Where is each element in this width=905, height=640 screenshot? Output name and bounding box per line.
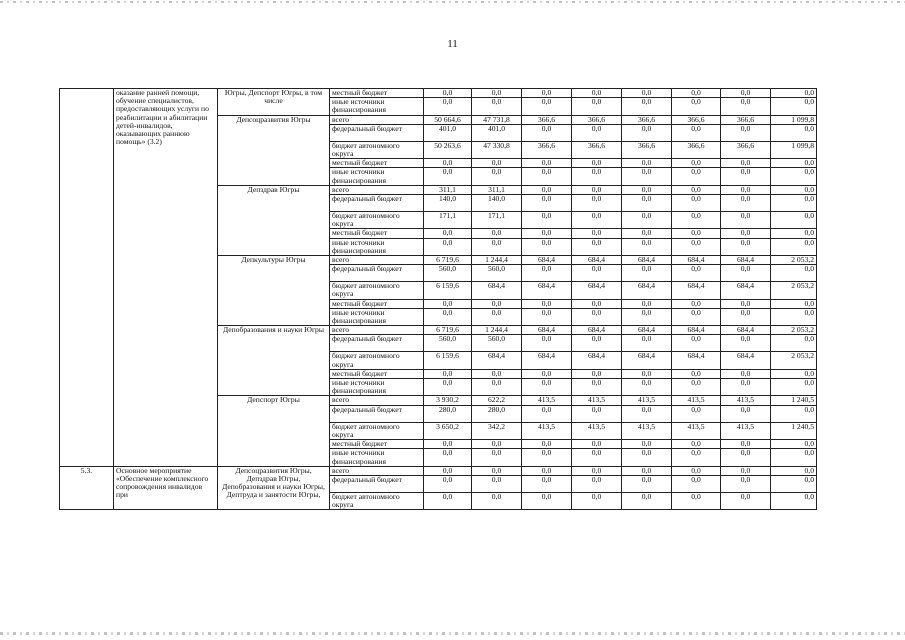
- amount-cell: 0,0: [572, 308, 622, 325]
- amount-cell: 0,0: [622, 492, 672, 509]
- amount-cell: 684,4: [472, 352, 522, 369]
- amount-cell: 0,0: [622, 449, 672, 466]
- amount-cell: 1 244,4: [472, 326, 522, 335]
- amount-cell: 0,0: [721, 466, 771, 475]
- scan-edge-top: [0, 1, 905, 3]
- amount-cell: 0,0: [622, 212, 672, 229]
- funding-source-cell: иные источники финансирования: [330, 449, 424, 466]
- amount-cell: 0,0: [771, 98, 817, 115]
- amount-cell: 413,5: [721, 396, 771, 405]
- amount-cell: 0,0: [771, 185, 817, 194]
- amount-cell: 684,4: [721, 282, 771, 299]
- amount-cell: 50 664,6: [424, 115, 472, 124]
- amount-cell: 0,0: [721, 98, 771, 115]
- amount-cell: 0,0: [522, 405, 572, 422]
- amount-cell: 0,0: [424, 238, 472, 255]
- agency-cell: Депкультуры Югры: [218, 256, 330, 326]
- agency-cell: Депобразования и науки Югры: [218, 326, 330, 396]
- amount-cell: 0,0: [721, 185, 771, 194]
- amount-cell: 0,0: [472, 440, 522, 449]
- funding-source-cell: всего: [330, 466, 424, 475]
- amount-cell: 1 099,8: [771, 115, 817, 124]
- event-name-cell: оказание ранней помощи, обучение специалистов, предоставляющих услуги по реабилитации и абилитации детей-инвалидов, оказывающих раннюю помощь» (3.2): [114, 89, 218, 467]
- amount-cell: 0,0: [672, 229, 721, 238]
- amount-cell: 0,0: [572, 124, 622, 141]
- amount-cell: 140,0: [472, 195, 522, 212]
- amount-cell: 0,0: [672, 369, 721, 378]
- amount-cell: 0,0: [522, 335, 572, 352]
- amount-cell: 0,0: [771, 212, 817, 229]
- amount-cell: 0,0: [424, 299, 472, 308]
- amount-cell: 0,0: [771, 440, 817, 449]
- amount-cell: 0,0: [771, 89, 817, 98]
- amount-cell: 0,0: [771, 475, 817, 492]
- amount-cell: 684,4: [721, 326, 771, 335]
- amount-cell: 0,0: [771, 405, 817, 422]
- amount-cell: 684,4: [622, 326, 672, 335]
- amount-cell: 0,0: [771, 195, 817, 212]
- amount-cell: 0,0: [672, 238, 721, 255]
- amount-cell: 0,0: [472, 168, 522, 185]
- amount-cell: 0,0: [572, 98, 622, 115]
- amount-cell: 47 731,8: [472, 115, 522, 124]
- amount-cell: 0,0: [522, 238, 572, 255]
- amount-cell: 0,0: [572, 159, 622, 168]
- amount-cell: 0,0: [721, 440, 771, 449]
- row-number-cell: 5.3.: [60, 466, 114, 510]
- amount-cell: 413,5: [572, 396, 622, 405]
- amount-cell: 0,0: [622, 466, 672, 475]
- amount-cell: 0,0: [622, 379, 672, 396]
- amount-cell: 0,0: [522, 89, 572, 98]
- amount-cell: 0,0: [572, 229, 622, 238]
- amount-cell: 0,0: [472, 299, 522, 308]
- amount-cell: 0,0: [572, 195, 622, 212]
- amount-cell: 366,6: [522, 115, 572, 124]
- amount-cell: 0,0: [622, 335, 672, 352]
- amount-cell: 0,0: [522, 449, 572, 466]
- amount-cell: 366,6: [572, 115, 622, 124]
- amount-cell: 0,0: [572, 185, 622, 194]
- amount-cell: 0,0: [672, 492, 721, 509]
- funding-source-cell: местный бюджет: [330, 89, 424, 98]
- amount-cell: 413,5: [522, 396, 572, 405]
- amount-cell: 0,0: [424, 466, 472, 475]
- amount-cell: 0,0: [572, 492, 622, 509]
- amount-cell: 0,0: [672, 379, 721, 396]
- amount-cell: 0,0: [622, 265, 672, 282]
- funding-source-cell: всего: [330, 326, 424, 335]
- amount-cell: 0,0: [424, 369, 472, 378]
- amount-cell: 6 159,6: [424, 352, 472, 369]
- amount-cell: 684,4: [572, 326, 622, 335]
- amount-cell: 1 244,4: [472, 256, 522, 265]
- amount-cell: 0,0: [424, 308, 472, 325]
- amount-cell: 0,0: [771, 492, 817, 509]
- funding-source-cell: бюджет автономного округа: [330, 282, 424, 299]
- amount-cell: 0,0: [522, 475, 572, 492]
- amount-cell: 0,0: [622, 124, 672, 141]
- page-number: 11: [447, 38, 458, 50]
- amount-cell: 1 099,8: [771, 141, 817, 158]
- amount-cell: 0,0: [522, 195, 572, 212]
- amount-cell: 0,0: [672, 265, 721, 282]
- amount-cell: 0,0: [721, 229, 771, 238]
- amount-cell: 622,2: [472, 396, 522, 405]
- amount-cell: 684,4: [721, 352, 771, 369]
- amount-cell: 0,0: [721, 405, 771, 422]
- amount-cell: 684,4: [572, 282, 622, 299]
- amount-cell: 0,0: [672, 308, 721, 325]
- amount-cell: 684,4: [672, 326, 721, 335]
- amount-cell: 0,0: [572, 405, 622, 422]
- amount-cell: 413,5: [622, 422, 672, 439]
- amount-cell: 0,0: [424, 98, 472, 115]
- agency-cell: Депспорт Югры: [218, 396, 330, 466]
- amount-cell: 0,0: [672, 440, 721, 449]
- amount-cell: 684,4: [472, 282, 522, 299]
- amount-cell: 0,0: [622, 405, 672, 422]
- funding-source-cell: федеральный бюджет: [330, 335, 424, 352]
- amount-cell: 0,0: [572, 379, 622, 396]
- amount-cell: 6 719,6: [424, 326, 472, 335]
- funding-source-cell: местный бюджет: [330, 440, 424, 449]
- amount-cell: 0,0: [522, 492, 572, 509]
- amount-cell: 0,0: [572, 238, 622, 255]
- amount-cell: 684,4: [522, 326, 572, 335]
- amount-cell: 401,0: [424, 124, 472, 141]
- amount-cell: 0,0: [424, 89, 472, 98]
- amount-cell: 342,2: [472, 422, 522, 439]
- amount-cell: 0,0: [672, 124, 721, 141]
- amount-cell: 0,0: [721, 212, 771, 229]
- row-number-cell: [60, 89, 114, 467]
- amount-cell: 0,0: [622, 369, 672, 378]
- funding-source-cell: федеральный бюджет: [330, 124, 424, 141]
- amount-cell: 0,0: [771, 168, 817, 185]
- event-name-cell: Основное мероприятие «Обеспечение комплексного сопровождения инвалидов при: [114, 466, 218, 510]
- amount-cell: 0,0: [522, 265, 572, 282]
- amount-cell: 413,5: [672, 396, 721, 405]
- amount-cell: 0,0: [424, 440, 472, 449]
- amount-cell: 684,4: [672, 282, 721, 299]
- amount-cell: 280,0: [472, 405, 522, 422]
- amount-cell: 2 053,2: [771, 326, 817, 335]
- amount-cell: 0,0: [721, 492, 771, 509]
- amount-cell: 0,0: [522, 212, 572, 229]
- amount-cell: 0,0: [721, 124, 771, 141]
- amount-cell: 0,0: [672, 475, 721, 492]
- amount-cell: 0,0: [672, 89, 721, 98]
- amount-cell: 2 053,2: [771, 282, 817, 299]
- amount-cell: 0,0: [622, 308, 672, 325]
- amount-cell: 0,0: [771, 335, 817, 352]
- amount-cell: 0,0: [721, 335, 771, 352]
- amount-cell: 0,0: [721, 89, 771, 98]
- amount-cell: 0,0: [522, 168, 572, 185]
- amount-cell: 311,1: [424, 185, 472, 194]
- amount-cell: 2 053,2: [771, 352, 817, 369]
- amount-cell: 560,0: [472, 265, 522, 282]
- amount-cell: 366,6: [721, 115, 771, 124]
- amount-cell: 0,0: [522, 440, 572, 449]
- amount-cell: 0,0: [721, 168, 771, 185]
- amount-cell: 684,4: [622, 352, 672, 369]
- amount-cell: 140,0: [424, 195, 472, 212]
- amount-cell: 0,0: [572, 168, 622, 185]
- amount-cell: 0,0: [622, 168, 672, 185]
- amount-cell: 413,5: [672, 422, 721, 439]
- amount-cell: 0,0: [622, 440, 672, 449]
- amount-cell: 0,0: [672, 195, 721, 212]
- funding-source-cell: федеральный бюджет: [330, 475, 424, 492]
- amount-cell: 0,0: [672, 185, 721, 194]
- amount-cell: 0,0: [522, 379, 572, 396]
- amount-cell: 0,0: [522, 229, 572, 238]
- amount-cell: 171,1: [472, 212, 522, 229]
- amount-cell: 0,0: [572, 369, 622, 378]
- amount-cell: 0,0: [424, 159, 472, 168]
- amount-cell: 366,6: [672, 141, 721, 158]
- amount-cell: 0,0: [522, 308, 572, 325]
- amount-cell: 0,0: [424, 475, 472, 492]
- amount-cell: 3 930,2: [424, 396, 472, 405]
- amount-cell: 0,0: [622, 229, 672, 238]
- amount-cell: 0,0: [771, 299, 817, 308]
- amount-cell: 0,0: [572, 466, 622, 475]
- amount-cell: 0,0: [522, 98, 572, 115]
- amount-cell: 0,0: [771, 369, 817, 378]
- agency-cell: Депздрав Югры: [218, 185, 330, 255]
- financing-table: [59, 88, 817, 510]
- amount-cell: 413,5: [572, 422, 622, 439]
- amount-cell: 0,0: [672, 405, 721, 422]
- funding-source-cell: бюджет автономного округа: [330, 352, 424, 369]
- amount-cell: 0,0: [424, 492, 472, 509]
- amount-cell: 366,6: [522, 141, 572, 158]
- amount-cell: 684,4: [622, 256, 672, 265]
- amount-cell: 0,0: [472, 229, 522, 238]
- funding-source-cell: бюджет автономного округа: [330, 492, 424, 509]
- amount-cell: 684,4: [672, 256, 721, 265]
- amount-cell: 0,0: [572, 440, 622, 449]
- amount-cell: 0,0: [672, 98, 721, 115]
- amount-cell: 0,0: [622, 299, 672, 308]
- funding-source-cell: всего: [330, 396, 424, 405]
- amount-cell: 684,4: [721, 256, 771, 265]
- amount-cell: 0,0: [572, 265, 622, 282]
- funding-source-cell: иные источники финансирования: [330, 168, 424, 185]
- funding-source-cell: всего: [330, 185, 424, 194]
- amount-cell: 47 330,8: [472, 141, 522, 158]
- amount-cell: 0,0: [472, 369, 522, 378]
- amount-cell: 0,0: [672, 299, 721, 308]
- amount-cell: 0,0: [622, 475, 672, 492]
- amount-cell: 0,0: [771, 449, 817, 466]
- amount-cell: 0,0: [472, 238, 522, 255]
- amount-cell: 0,0: [721, 449, 771, 466]
- amount-cell: 684,4: [522, 256, 572, 265]
- amount-cell: 50 263,6: [424, 141, 472, 158]
- amount-cell: 0,0: [522, 466, 572, 475]
- amount-cell: 0,0: [424, 449, 472, 466]
- amount-cell: 0,0: [771, 466, 817, 475]
- amount-cell: 1 240,5: [771, 422, 817, 439]
- amount-cell: 0,0: [572, 449, 622, 466]
- amount-cell: 0,0: [472, 98, 522, 115]
- amount-cell: 0,0: [672, 335, 721, 352]
- amount-cell: 0,0: [721, 159, 771, 168]
- funding-source-cell: всего: [330, 115, 424, 124]
- amount-cell: 0,0: [672, 159, 721, 168]
- agency-cell: Депсоцразвития Югры: [218, 115, 330, 185]
- amount-cell: 2 053,2: [771, 256, 817, 265]
- agency-cell: Депсоцразвития Югры, Депздрав Югры, Депобразования и науки Югры, Дептруда и занятости Югры,: [218, 466, 330, 510]
- amount-cell: 0,0: [522, 124, 572, 141]
- amount-cell: 0,0: [721, 369, 771, 378]
- amount-cell: 0,0: [424, 379, 472, 396]
- amount-cell: 1 240,5: [771, 396, 817, 405]
- table-row: [60, 466, 817, 475]
- amount-cell: 6 159,6: [424, 282, 472, 299]
- amount-cell: 0,0: [721, 299, 771, 308]
- funding-source-cell: бюджет автономного округа: [330, 422, 424, 439]
- funding-source-cell: местный бюджет: [330, 369, 424, 378]
- amount-cell: 0,0: [622, 159, 672, 168]
- amount-cell: 0,0: [472, 308, 522, 325]
- amount-cell: 0,0: [522, 369, 572, 378]
- amount-cell: 280,0: [424, 405, 472, 422]
- funding-source-cell: бюджет автономного округа: [330, 212, 424, 229]
- amount-cell: 0,0: [522, 299, 572, 308]
- amount-cell: 684,4: [622, 282, 672, 299]
- amount-cell: 413,5: [721, 422, 771, 439]
- amount-cell: 171,1: [424, 212, 472, 229]
- amount-cell: 0,0: [771, 308, 817, 325]
- funding-source-cell: федеральный бюджет: [330, 195, 424, 212]
- funding-source-cell: всего: [330, 256, 424, 265]
- amount-cell: 0,0: [721, 308, 771, 325]
- amount-cell: 0,0: [622, 89, 672, 98]
- amount-cell: 0,0: [771, 238, 817, 255]
- amount-cell: 0,0: [721, 195, 771, 212]
- amount-cell: 366,6: [622, 141, 672, 158]
- funding-source-cell: местный бюджет: [330, 229, 424, 238]
- amount-cell: 0,0: [522, 185, 572, 194]
- amount-cell: 0,0: [424, 229, 472, 238]
- scan-edge-bottom: [0, 632, 905, 635]
- amount-cell: 0,0: [472, 466, 522, 475]
- funding-source-cell: иные источники финансирования: [330, 308, 424, 325]
- amount-cell: 366,6: [672, 115, 721, 124]
- table-row: [60, 89, 817, 98]
- amount-cell: 0,0: [771, 229, 817, 238]
- amount-cell: 0,0: [622, 185, 672, 194]
- amount-cell: 366,6: [721, 141, 771, 158]
- amount-cell: 0,0: [472, 89, 522, 98]
- amount-cell: 0,0: [622, 98, 672, 115]
- funding-source-cell: федеральный бюджет: [330, 405, 424, 422]
- amount-cell: 0,0: [672, 449, 721, 466]
- amount-cell: 684,4: [522, 282, 572, 299]
- amount-cell: 0,0: [424, 168, 472, 185]
- amount-cell: 0,0: [572, 212, 622, 229]
- amount-cell: 0,0: [472, 449, 522, 466]
- amount-cell: 366,6: [622, 115, 672, 124]
- amount-cell: 0,0: [622, 195, 672, 212]
- amount-cell: 560,0: [472, 335, 522, 352]
- amount-cell: 0,0: [472, 159, 522, 168]
- amount-cell: 560,0: [424, 335, 472, 352]
- funding-source-cell: местный бюджет: [330, 299, 424, 308]
- amount-cell: 684,4: [672, 352, 721, 369]
- amount-cell: 413,5: [622, 396, 672, 405]
- amount-cell: 0,0: [771, 159, 817, 168]
- amount-cell: 311,1: [472, 185, 522, 194]
- amount-cell: 0,0: [572, 299, 622, 308]
- amount-cell: 0,0: [622, 238, 672, 255]
- amount-cell: 0,0: [472, 379, 522, 396]
- funding-source-cell: иные источники финансирования: [330, 238, 424, 255]
- agency-cell: Югры, Депспорт Югры, в том числе: [218, 89, 330, 116]
- amount-cell: 684,4: [572, 256, 622, 265]
- funding-source-cell: иные источники финансирования: [330, 98, 424, 115]
- amount-cell: 413,5: [522, 422, 572, 439]
- amount-cell: 560,0: [424, 265, 472, 282]
- amount-cell: 0,0: [572, 335, 622, 352]
- amount-cell: 0,0: [472, 475, 522, 492]
- amount-cell: 3 650,2: [424, 422, 472, 439]
- amount-cell: 0,0: [771, 265, 817, 282]
- amount-cell: 0,0: [572, 89, 622, 98]
- amount-cell: 0,0: [472, 492, 522, 509]
- funding-source-cell: иные источники финансирования: [330, 379, 424, 396]
- amount-cell: 684,4: [522, 352, 572, 369]
- amount-cell: 401,0: [472, 124, 522, 141]
- amount-cell: 6 719,6: [424, 256, 472, 265]
- amount-cell: 684,4: [572, 352, 622, 369]
- funding-source-cell: местный бюджет: [330, 159, 424, 168]
- funding-source-cell: федеральный бюджет: [330, 265, 424, 282]
- funding-source-cell: бюджет автономного округа: [330, 141, 424, 158]
- amount-cell: 0,0: [672, 212, 721, 229]
- amount-cell: 0,0: [721, 265, 771, 282]
- amount-cell: 366,6: [572, 141, 622, 158]
- amount-cell: 0,0: [721, 475, 771, 492]
- amount-cell: 0,0: [672, 168, 721, 185]
- amount-cell: 0,0: [771, 124, 817, 141]
- amount-cell: 0,0: [672, 466, 721, 475]
- amount-cell: 0,0: [721, 379, 771, 396]
- amount-cell: 0,0: [721, 238, 771, 255]
- amount-cell: 0,0: [572, 475, 622, 492]
- amount-cell: 0,0: [771, 379, 817, 396]
- amount-cell: 0,0: [522, 159, 572, 168]
